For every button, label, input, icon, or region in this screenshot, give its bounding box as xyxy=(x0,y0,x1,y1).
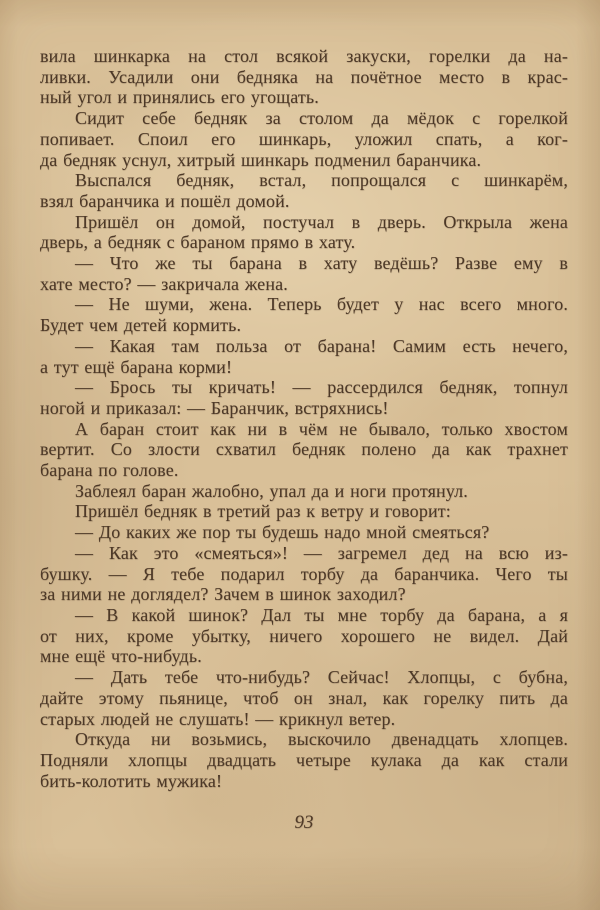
text-line: — Не шуми, жена. Теперь будет у нас всего много. xyxy=(75,294,568,315)
text-line: Выспался бедняк, встал, попрощался с шинкарём, xyxy=(75,170,568,191)
text-line: Пришёл бедняк в третий раз к ветру и говорит: xyxy=(75,501,451,522)
text-line: Сидит себе бедняк за столом да мёдок с горелкой xyxy=(75,108,568,129)
text-line: от них, кроме убытку, ничего хорошего не видел. Дай xyxy=(40,625,568,646)
text-line: да бедняк уснул, хитрый шинкарь подменил баранчика. xyxy=(40,149,482,170)
text-line: ный угол и принялись его угощать. xyxy=(40,87,319,108)
text-line: барана по голове. xyxy=(40,460,179,481)
text-line: попивает. Споил его шинкарь, уложил спать, а ког- xyxy=(40,128,568,149)
text-line: вила шинкарка на стол всякой закуски, горелки да на- xyxy=(40,46,568,66)
text-line: А баран стоит как ни в чём не бывало, только хвостом xyxy=(75,418,568,439)
text-line: Пришёл он домой, постучал в дверь. Открыла жена xyxy=(75,211,568,232)
text-line: бушку. — Я тебе подарил торбу да баранчика. Чего ты xyxy=(40,563,568,584)
text-line: дайте этому пьянице, чтоб он знал, как горелку пить да xyxy=(40,687,568,708)
text-line: бить-колотить мужика! xyxy=(40,770,223,791)
text-line: — Что же ты барана в хату ведёшь? Разве ему в xyxy=(75,253,568,274)
text-line: вертит. Со злости схватил бедняк полено да как трахнет xyxy=(40,439,568,460)
text-line: мне ещё что-нибудь. xyxy=(40,646,202,667)
text-line: а тут ещё барана корми! xyxy=(40,356,233,377)
page-text xyxy=(40,46,568,791)
text-line: ногой и приказал: — Баранчик, встряхнись! xyxy=(40,397,389,418)
text-line: Подняли хлопцы двадцать четыре кулака да как стали xyxy=(40,749,568,770)
text-line: взял баранчика и пошёл домой. xyxy=(40,190,290,211)
text-line: за ними не доглядел? Зачем в шинок заходил? xyxy=(40,584,406,605)
text-line: — Как это «смеяться»! — загремел дед на всю из- xyxy=(75,542,568,563)
text-line: — В какой шинок? Дал ты мне торбу да барана, а я xyxy=(75,604,568,625)
text-line: Откуда ни возьмись, выскочило двенадцать хлопцев. xyxy=(75,729,568,750)
page-number: 93 xyxy=(294,812,314,833)
text-line: — Дать тебе что-нибудь? Сейчас! Хлопцы, с бубна, xyxy=(75,667,568,688)
text-line: — До каких же пор ты будешь надо мной смеяться? xyxy=(75,522,490,543)
text-line: — Какая там польза от барана! Самим есть нечего, xyxy=(75,335,568,356)
text-line: — Брось ты кричать! — рассердился бедняк, топнул xyxy=(75,377,568,398)
text-line: Заблеял баран жалобно, упал да и ноги протянул. xyxy=(75,480,468,501)
text-line: ливки. Усадили они бедняка на почётное место в крас- xyxy=(40,66,568,87)
text-line: старых людей не слушать! — крикнул ветер. xyxy=(40,708,396,729)
text-line: Будет чем детей кормить. xyxy=(40,315,242,336)
text-line: хате место? — закричала жена. xyxy=(40,273,288,294)
text-line: дверь, а бедняк с бараном прямо в хату. xyxy=(40,232,356,253)
